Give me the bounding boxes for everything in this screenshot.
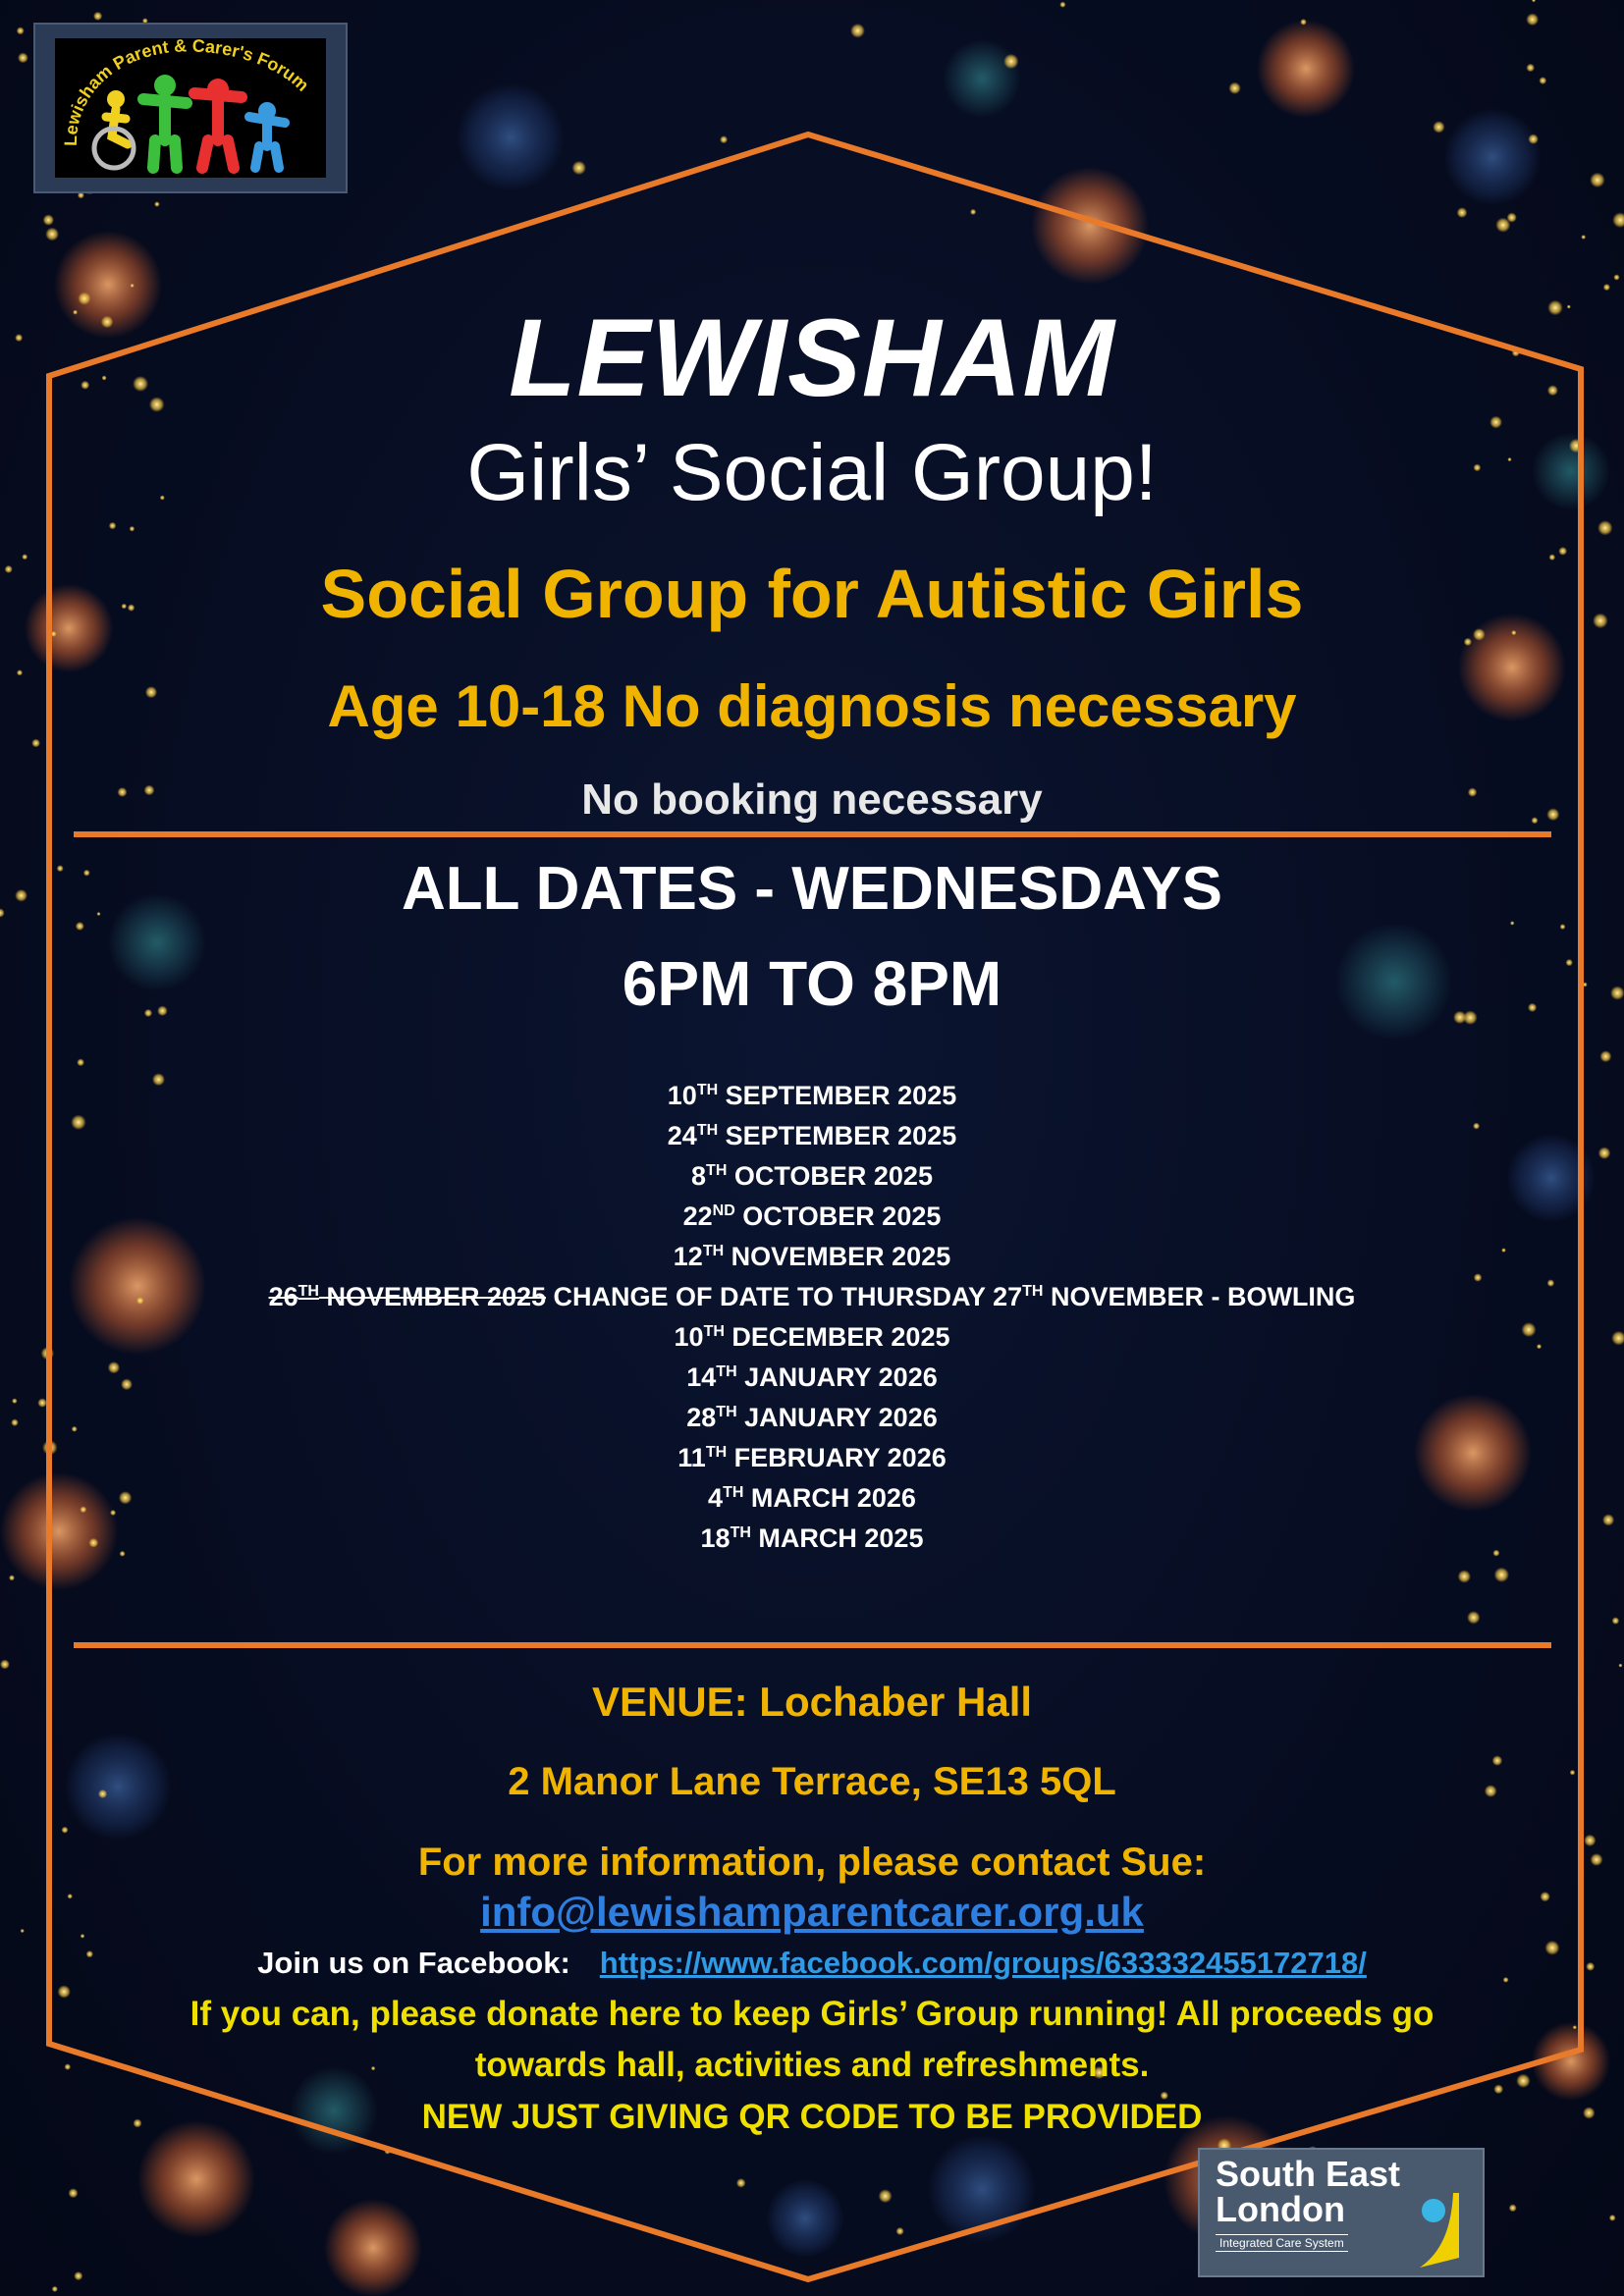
page-title: LEWISHAM	[509, 296, 1115, 419]
dot-icon	[1422, 2199, 1445, 2222]
people-figures-logo	[55, 38, 326, 178]
venue-address: 2 Manor Lane Terrace, SE13 5QL	[508, 1760, 1116, 1803]
age-line: Age 10-18 No diagnosis necessary	[327, 673, 1297, 739]
date-item: 11TH FEBRUARY 2026	[677, 1443, 947, 1472]
svg-text:Lewisham Parent & Carer's Foru: Lewisham Parent & Carer's Forum	[60, 38, 313, 147]
donate-line: If you can, please donate here to keep Girls’ Group running! All proceeds go	[189, 1995, 1435, 2033]
page-subtitle: Girls’ Social Group!	[466, 428, 1158, 517]
date-item: 12TH NOVEMBER 2025	[673, 1242, 951, 1271]
date-item: 28TH JANUARY 2026	[686, 1403, 938, 1432]
qr-notice: NEW JUST GIVING QR CODE TO BE PROVIDED	[421, 2098, 1203, 2136]
donate-line-2: towards hall, activities and refreshments.	[474, 2046, 1150, 2084]
date-item: 10TH DECEMBER 2025	[674, 1322, 950, 1352]
venue-name: VENUE: Lochaber Hall	[591, 1679, 1033, 1725]
date-item: 24TH SEPTEMBER 2025	[667, 1121, 957, 1150]
date-item: 22ND OCTOBER 2025	[682, 1201, 942, 1231]
email-link[interactable]: info@lewishamparentcarer.org.uk	[480, 1889, 1144, 1935]
date-item: 4TH MARCH 2026	[708, 1483, 916, 1513]
date-item: 8TH OCTOBER 2025	[691, 1161, 933, 1191]
facebook-link[interactable]: https://www.facebook.com/groups/633332455172718/	[599, 1946, 1367, 1980]
schedule-time: 6PM TO 8PM	[622, 948, 1002, 1019]
contact-line: For more information, please contact Sue:	[417, 1841, 1207, 1884]
date-item-changed: 26TH NOVEMBER 2025 CHANGE OF DATE TO THURSDAY 27TH NOVEMBER - BOWLING	[268, 1282, 1356, 1311]
south-east-london-logo: South East London Integrated Care System	[1198, 2148, 1485, 2277]
schedule-heading: ALL DATES - WEDNESDAYS	[402, 855, 1222, 923]
booking-line: No booking necessary	[581, 775, 1043, 824]
struck-date: 26TH NOVEMBER 2025	[268, 1282, 547, 1311]
facebook-line	[0, 1946, 1624, 1981]
date-item: 10TH SEPTEMBER 2025	[667, 1081, 957, 1110]
forum-logo	[33, 23, 348, 193]
date-item: 14TH JANUARY 2026	[686, 1362, 938, 1392]
date-item: 18TH MARCH 2025	[700, 1523, 924, 1553]
date-list	[0, 1076, 1624, 1559]
facebook-label: Join us on Facebook:	[257, 1946, 570, 1980]
tagline: Social Group for Autistic Girls	[320, 556, 1304, 632]
